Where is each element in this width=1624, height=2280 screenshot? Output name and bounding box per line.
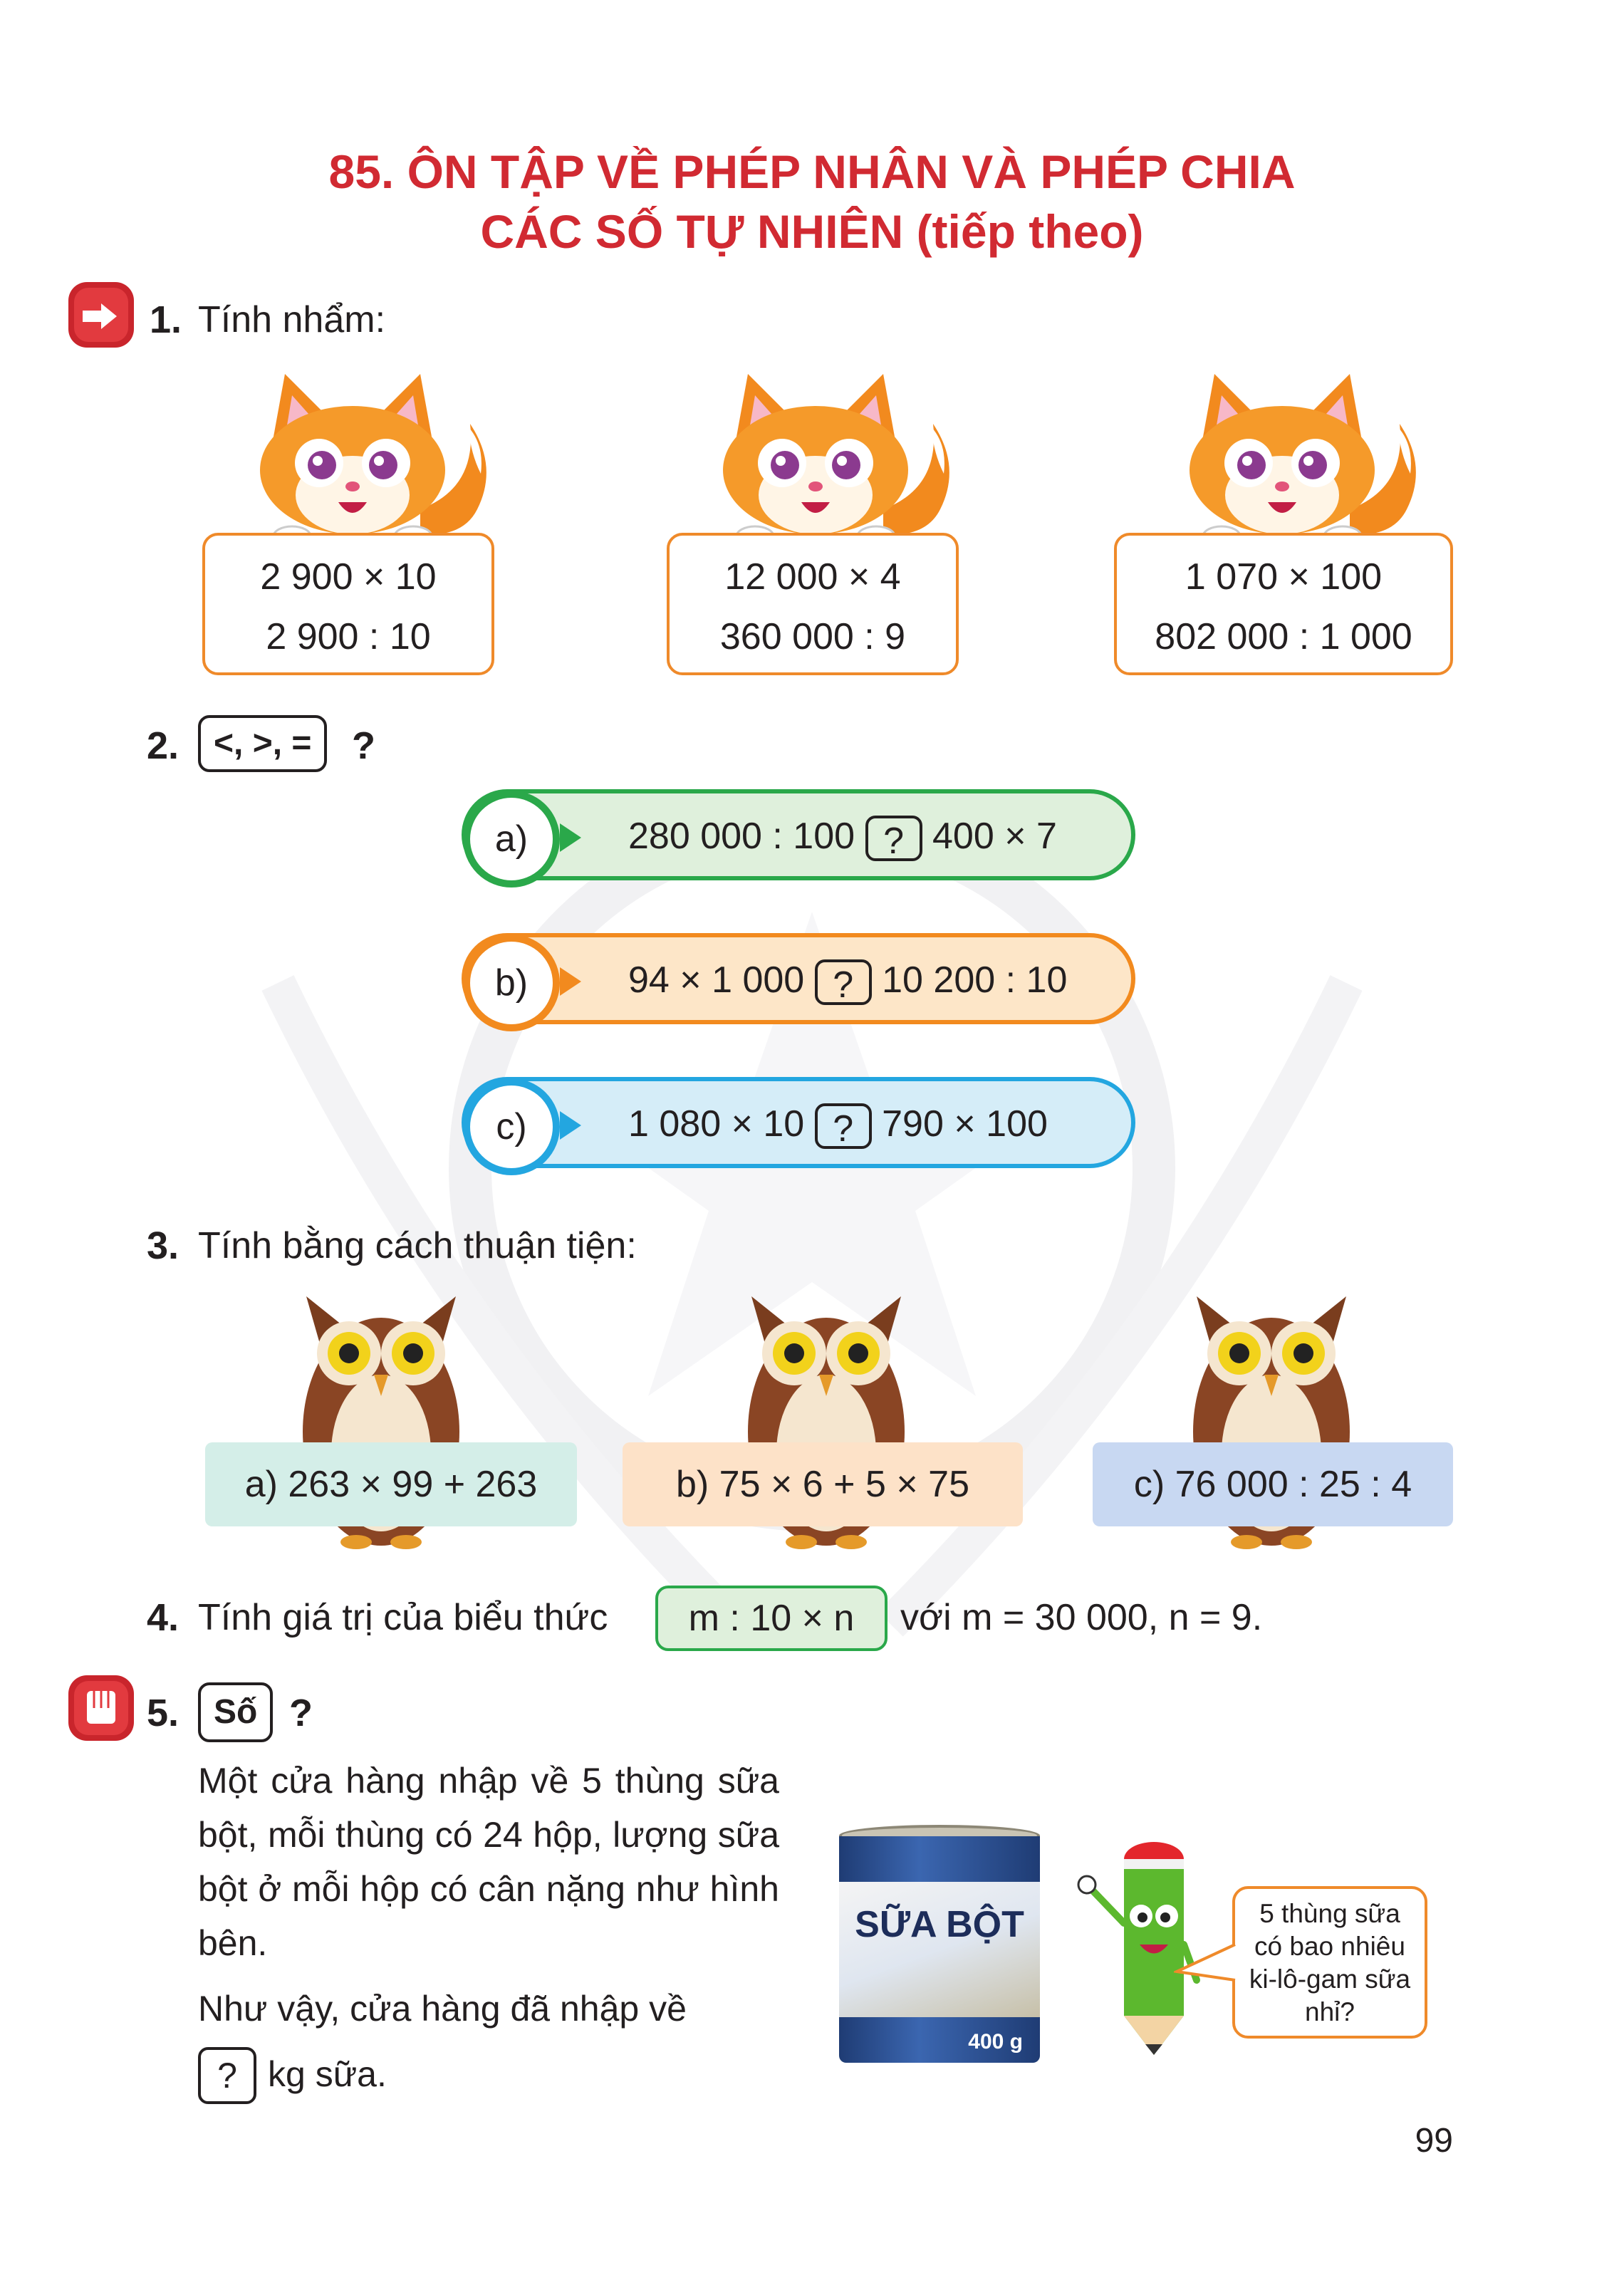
page-number: 99 <box>1415 2122 1453 2160</box>
ex1-number: 1. <box>150 298 182 341</box>
item-letter: c) <box>463 1078 560 1175</box>
calc-card-line1: 1 070 × 100 <box>1185 556 1383 598</box>
expression-box: m : 10 × n <box>655 1586 888 1651</box>
ex2-number: 2. <box>147 724 179 767</box>
ex4-condition: với m = 30 000, n = 9. <box>900 1597 1263 1638</box>
ex5-number: 5. <box>147 1692 179 1734</box>
cat-illustration <box>705 367 969 541</box>
item-letter: b) <box>463 935 560 1031</box>
compare-item-b <box>462 933 1135 1024</box>
compare-expression <box>628 937 1067 1023</box>
calc-card-line2: 2 900 : 10 <box>266 616 431 657</box>
answer-box[interactable]: ? <box>815 959 872 1005</box>
comparison-symbols-box: <, >, = <box>198 715 327 772</box>
calc-card-line1: 2 900 × 10 <box>260 556 437 598</box>
ex1-label: Tính nhẩm: <box>198 299 386 340</box>
ex5-question-mark: ? <box>289 1692 313 1734</box>
calc-card <box>1114 533 1453 675</box>
right-operand: 400 × 7 <box>932 816 1057 857</box>
calc-card-line2: 360 000 : 9 <box>719 616 906 657</box>
answer-box[interactable]: ? <box>815 1103 872 1149</box>
cat-illustration <box>242 367 506 541</box>
arrow-icon <box>560 1111 581 1140</box>
convenient-calc-a: a) 263 × 99 + 263 <box>205 1442 577 1526</box>
number-box-label: Số <box>198 1682 273 1742</box>
speech-bubble <box>1232 1886 1427 2039</box>
can-weight-label: 400 g <box>968 2030 1023 2053</box>
arrow-icon <box>560 823 581 852</box>
lesson-title-line1: 85. ÔN TẬP VỀ PHÉP NHÂN VÀ PHÉP CHIA <box>328 145 1296 198</box>
ex4-label: Tính giá trị của biểu thức <box>198 1597 608 1638</box>
ex3-number: 3. <box>147 1224 179 1267</box>
arrow-icon <box>560 967 581 996</box>
compare-expression <box>628 1081 1048 1167</box>
answer-box[interactable]: ? <box>198 2047 256 2104</box>
cat-illustration <box>1172 367 1435 541</box>
ex3-label: Tính bằng cách thuận tiện: <box>198 1225 637 1266</box>
answer-unit: kg sữa. <box>268 2054 387 2094</box>
ex5-problem-text: Một cửa hàng nhập về 5 thùng sữa bột, mỗi thùng có 24 hộp, lượng sữa bột ở mỗi hộp có cân nặng như hình bên. <box>198 1761 779 1963</box>
calc-card <box>667 533 959 675</box>
answer-box[interactable]: ? <box>865 816 922 861</box>
left-operand: 1 080 × 10 <box>628 1103 805 1145</box>
fist-icon <box>66 1672 137 1744</box>
calc-card <box>202 533 494 675</box>
ex5-conclusion-text: Như vậy, cửa hàng đã nhập về <box>198 1989 687 2029</box>
compare-item-a <box>462 789 1135 880</box>
speech-tail <box>1174 1937 1238 1994</box>
convenient-calc-c: c) 76 000 : 25 : 4 <box>1093 1442 1453 1526</box>
right-operand: 790 × 100 <box>882 1103 1048 1145</box>
right-operand: 10 200 : 10 <box>882 959 1068 1001</box>
ex2-question-mark: ? <box>352 724 375 767</box>
practice-icon <box>66 279 137 350</box>
compare-expression <box>628 793 1057 879</box>
lesson-title-line2: CÁC SỐ TỰ NHIÊN (tiếp theo) <box>480 205 1144 258</box>
left-operand: 280 000 : 100 <box>628 816 855 857</box>
ex4-number: 4. <box>147 1596 179 1639</box>
milk-can-illustration <box>839 1825 1040 2074</box>
speech-text: 5 thùng sữa có bao nhiêu ki-lô-gam sữa nhỉ? <box>1249 1899 1411 2026</box>
item-letter: a) <box>463 791 560 887</box>
convenient-calc-b: b) 75 × 6 + 5 × 75 <box>623 1442 1023 1526</box>
left-operand: 94 × 1 000 <box>628 959 805 1001</box>
can-brand-label: SỮA BỘT <box>855 1904 1024 1945</box>
compare-item-c <box>462 1077 1135 1168</box>
calc-card-line2: 802 000 : 1 000 <box>1155 616 1412 657</box>
calc-card-line1: 12 000 × 4 <box>724 556 901 598</box>
